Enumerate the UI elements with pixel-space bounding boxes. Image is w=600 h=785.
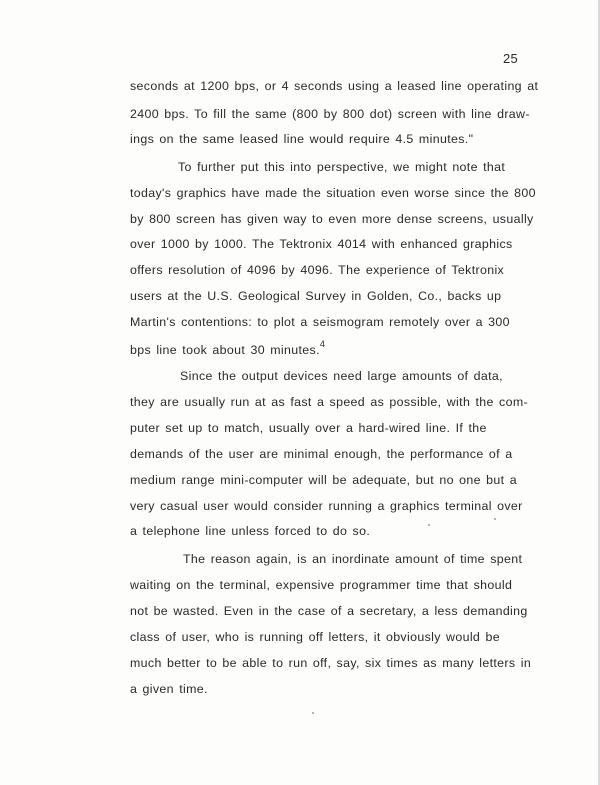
text-line: today's graphics have made the situation even worse since the 800 — [130, 186, 536, 200]
text-line: over 1000 by 1000. The Tektronix 4014 with enhanced graphics — [130, 237, 513, 251]
text-line: ings on the same leased line would require 4.5 minutes." — [130, 132, 474, 146]
scan-speck — [428, 524, 430, 526]
text-line: they are usually run at as fast a speed as possible, with the com- — [130, 395, 528, 409]
text-line: by 800 screen has given way to even more dense screens, usually — [130, 212, 534, 226]
text-line: puter set up to match, usually over a hard-wired line. If the — [130, 421, 487, 435]
text-line: class of user, who is running off letters, it obviously would be — [130, 630, 500, 644]
text-line: seconds at 1200 bps, or 4 seconds using a leased line operating at — [130, 79, 539, 93]
text-line: bps line took about 30 minutes. — [130, 343, 320, 358]
text-line-with-footnote — [130, 341, 325, 357]
text-line: demands of the user are minimal enough, the performance of a — [130, 447, 513, 461]
scan-speck — [494, 518, 496, 520]
text-line: The reason again, is an inordinate amount of time spent — [183, 552, 523, 566]
text-line: not be wasted. Even in the case of a secretary, a less demanding — [130, 604, 528, 618]
footnote-reference: 4 — [319, 339, 326, 349]
text-line: To further put this into perspective, we might note that — [178, 160, 506, 174]
text-line: much better to be able to run off, say, six times as many letters in — [130, 656, 532, 670]
text-line: waiting on the terminal, expensive programmer time that should — [130, 578, 513, 592]
text-line: users at the U.S. Geological Survey in Golden, Co., backs up — [130, 289, 502, 303]
text-line: offers resolution of 4096 by 4096. The experience of Tektronix — [130, 263, 505, 277]
text-line: very casual user would consider running a graphics terminal over — [130, 499, 523, 513]
text-line: medium range mini-computer will be adequate, but no one but a — [130, 473, 517, 487]
text-line: a telephone line unless forced to do so. — [130, 524, 371, 538]
text-line: Martin's contentions: to plot a seismogram remotely over a 300 — [130, 315, 510, 329]
page-number: 25 — [503, 51, 519, 66]
text-line: 2400 bps. To fill the same (800 by 800 dot) screen with line draw- — [130, 107, 530, 121]
scan-speck — [312, 712, 314, 714]
text-line: a given time. — [130, 682, 208, 696]
text-line: Since the output devices need large amounts of data, — [180, 369, 503, 383]
